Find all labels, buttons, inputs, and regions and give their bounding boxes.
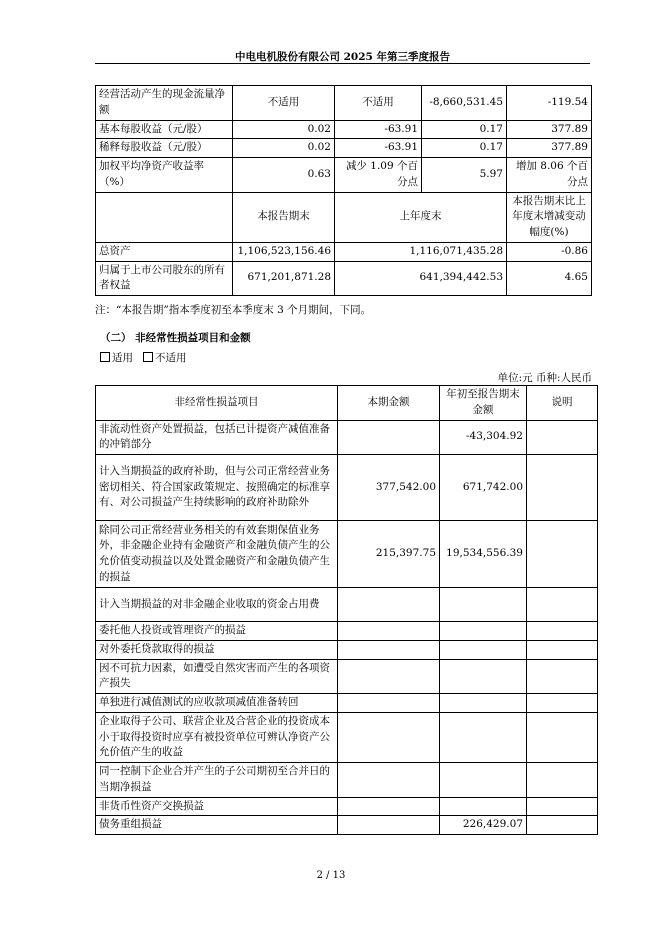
cell xyxy=(527,420,598,455)
cell xyxy=(527,622,598,641)
table-row xyxy=(96,455,598,521)
apply-checkbox[interactable] xyxy=(100,352,110,362)
cell: 19,534,556.39 xyxy=(440,521,527,588)
cell: 671,742.00 xyxy=(440,455,527,521)
table-row xyxy=(96,261,592,296)
cell xyxy=(527,588,598,622)
page-number: 2 / 13 xyxy=(316,870,346,881)
table-row xyxy=(96,86,592,121)
cell: -8,660,531.45 xyxy=(422,86,507,121)
row-label: 计入当期损益的政府补助，但与公司正常经营业务密切相关、符合国家政策规定、按照确定的标准享有、对公司损益产生持续影响的政府补助除外 xyxy=(96,455,338,521)
table-row xyxy=(96,694,598,713)
cell xyxy=(338,420,440,455)
row-label: 单独进行减值测试的应收款项减值准备转回 xyxy=(96,694,338,713)
not-apply-checkbox[interactable] xyxy=(143,352,153,362)
cell xyxy=(440,640,527,659)
cell: 不适用 xyxy=(335,86,422,121)
cell xyxy=(338,712,440,762)
cell xyxy=(527,712,598,762)
table-row xyxy=(96,816,598,835)
cell xyxy=(338,640,440,659)
non-recurring-items-table xyxy=(95,385,598,835)
cell xyxy=(338,588,440,622)
row-label: 经营活动产生的现金流量净额 xyxy=(96,86,233,121)
row-label: 计入当期损益的对非金融企业收取的资金占用费 xyxy=(96,588,338,622)
row-label: 总资产 xyxy=(96,242,233,261)
cell: 0.17 xyxy=(422,120,507,139)
cell xyxy=(527,521,598,588)
row-label: 企业取得子公司、联营企业及合营企业的投资成本小于取得投资时应享有被投资单位可辨认净资产公允价值产生的收益 xyxy=(96,712,338,762)
column-header: 非经常性损益项目 xyxy=(96,386,338,421)
cell: 0.02 xyxy=(233,120,335,139)
row-label: 非货币性资产交换损益 xyxy=(96,797,338,816)
row-label: 非流动性资产处置损益，包括已计提资产减值准备的冲销部分 xyxy=(96,420,338,455)
cell: 0.63 xyxy=(233,158,335,193)
cell xyxy=(440,694,527,713)
cell: -0.86 xyxy=(507,242,592,261)
cell: 增加 8.06 个百分点 xyxy=(507,158,592,193)
cell: 0.17 xyxy=(422,139,507,158)
table-row xyxy=(96,712,598,762)
table-row xyxy=(96,640,598,659)
cell: -63.91 xyxy=(335,120,422,139)
report-header: 中电电机股份有限公司 2025 年第三季度报告 xyxy=(234,51,451,63)
cell xyxy=(527,659,598,694)
header-divider xyxy=(95,63,590,64)
row-label: 除同公司正常经营业务相关的有效套期保值业务外，非金融企业持有金融资产和金融负债产生的公允价值变动损益以及处置金融资产和金融负债产生的损益 xyxy=(96,521,338,588)
cell xyxy=(527,797,598,816)
cell xyxy=(338,763,440,798)
cell: 1,106,523,156.46 xyxy=(233,242,335,261)
section-title: （二） 非经常性损益项目和金额 xyxy=(100,332,251,344)
table-row xyxy=(96,420,598,455)
cell: 226,429.07 xyxy=(440,816,527,835)
cell xyxy=(440,763,527,798)
cell: 671,201,871.28 xyxy=(233,261,335,296)
cell: 377.89 xyxy=(507,139,592,158)
table-row xyxy=(96,120,592,139)
cell xyxy=(338,659,440,694)
cell xyxy=(338,694,440,713)
table-row xyxy=(96,158,592,193)
cell xyxy=(440,588,527,622)
financial-summary-table xyxy=(95,85,592,296)
row-label: 债务重组损益 xyxy=(96,816,338,835)
table-row xyxy=(96,242,592,261)
cell: 不适用 xyxy=(233,86,335,121)
column-header: 本报告期末 xyxy=(233,192,335,242)
cell xyxy=(338,816,440,835)
cell xyxy=(440,797,527,816)
table-row xyxy=(96,588,598,622)
table-subheader-row xyxy=(96,192,592,242)
cell xyxy=(527,455,598,521)
cell xyxy=(440,712,527,762)
column-header: 上年度末 xyxy=(335,192,507,242)
cell: 377.89 xyxy=(507,120,592,139)
table-row xyxy=(96,659,598,694)
cell: 641,394,442.53 xyxy=(335,261,507,296)
cell: -43,304.92 xyxy=(440,420,527,455)
table-header-row xyxy=(96,386,598,421)
row-label: 对外委托贷款取得的损益 xyxy=(96,640,338,659)
currency-unit: 单位:元 币种:人民币 xyxy=(497,372,592,384)
apply-label: 适用 xyxy=(112,352,133,364)
cell xyxy=(527,694,598,713)
table-row xyxy=(96,622,598,641)
cell xyxy=(338,797,440,816)
cell: 5.97 xyxy=(422,158,507,193)
cell: 1,116,071,435.28 xyxy=(335,242,507,261)
table-row xyxy=(96,797,598,816)
cell xyxy=(440,659,527,694)
not-apply-label: 不适用 xyxy=(155,352,187,364)
cell xyxy=(440,622,527,641)
table-row xyxy=(96,139,592,158)
column-header: 说明 xyxy=(527,386,598,421)
row-label: 同一控制下企业合并产生的子公司期初至合并日的当期净损益 xyxy=(96,763,338,798)
cell xyxy=(338,622,440,641)
cell: 215,397.75 xyxy=(338,521,440,588)
table-row xyxy=(96,763,598,798)
cell: 减少 1.09 个百分点 xyxy=(335,158,422,193)
blank-cell xyxy=(96,192,233,242)
row-label: 加权平均净资产收益率（%） xyxy=(96,158,233,193)
cell: 0.02 xyxy=(233,139,335,158)
column-header: 本报告期末比上年度末增减变动幅度(%) xyxy=(507,192,592,242)
cell: 4.65 xyxy=(507,261,592,296)
cell xyxy=(527,763,598,798)
row-label: 稀释每股收益（元/股） xyxy=(96,139,233,158)
column-header: 年初至报告期末金额 xyxy=(440,386,527,421)
footnote: 注：“本报告期”指本季度初至本季度末 3 个月期间，下同。 xyxy=(95,304,372,316)
applicability-options xyxy=(100,350,187,365)
table-row xyxy=(96,521,598,588)
cell xyxy=(527,640,598,659)
cell xyxy=(527,816,598,835)
cell: -63.91 xyxy=(335,139,422,158)
cell: -119.54 xyxy=(507,86,592,121)
row-label: 归属于上市公司股东的所有者权益 xyxy=(96,261,233,296)
row-label: 委托他人投资或管理资产的损益 xyxy=(96,622,338,641)
column-header: 本期金额 xyxy=(338,386,440,421)
row-label: 基本每股收益（元/股） xyxy=(96,120,233,139)
row-label: 因不可抗力因素，如遭受自然灾害而产生的各项资产损失 xyxy=(96,659,338,694)
cell: 377,542.00 xyxy=(338,455,440,521)
